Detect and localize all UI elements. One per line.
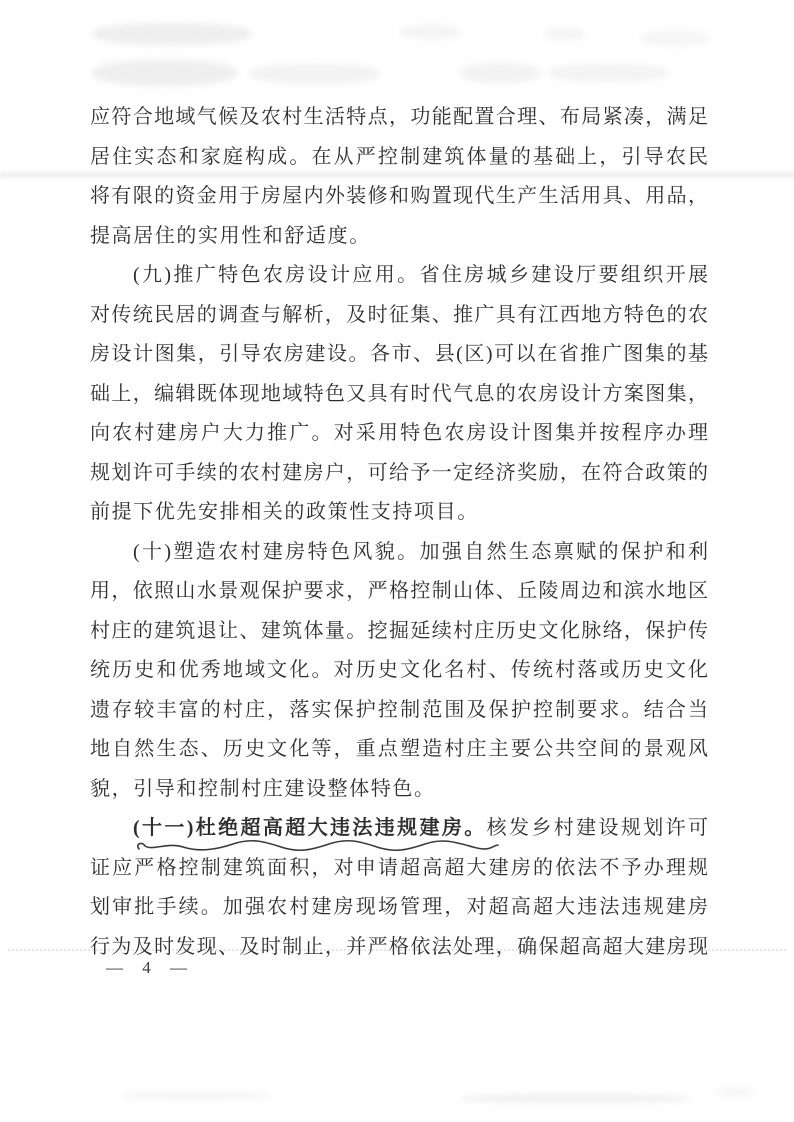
text-line: 证应严格控制建筑面积，对申请超高超大建房的依法不予办理规 [90,856,708,879]
scan-smudge [120,1092,270,1099]
scan-smudge [400,25,460,39]
text-line: 应符合地域气候及农村生活特点，功能配置合理、布局紧凑，满足 [90,106,708,128]
text-line: 对传统民居的调查与解析，及时征集、推广具有江西地方特色的农 [90,303,708,326]
scan-smudge [92,60,237,86]
handdrawn-wavy-underline-icon [133,840,500,852]
text-line: 础上，编辑既体现地域特色又具有时代气息的农房设计方案图集， [90,382,708,405]
text-line: 行为及时发现、及时制止，并严格依法处理，确保超高超大建房现 [90,935,708,958]
scan-smudge [715,1088,755,1096]
scan-smudge [92,23,252,45]
scan-smudge [548,64,668,82]
text-line: (九)推广特色农房设计应用。省住房城乡建设厅要组织开展 [133,264,708,286]
text-line [90,812,708,852]
text-line: 规划许可手续的农村建房户，可给予一定经济奖励，在符合政策的 [90,461,708,484]
text-line: 划审批手续。加强农村建房现场管理，对超高超大违法违规建房 [90,896,708,918]
text-line: 遗存较丰富的村庄，落实保护控制范围及保护控制要求。结合当 [90,698,708,721]
text-segment: 核发乡村建设规划许可 [486,817,708,839]
text-line: 地自然生态、历史文化等，重点塑造村庄主要公共空间的景观风 [90,738,708,760]
scan-smudge [460,1094,690,1103]
text-line: 房设计图集，引导农房建设。各市、县(区)可以在省推广图集的基 [90,343,708,365]
scan-smudge [545,28,585,40]
text-line: 居住实态和家庭构成。在从严控制建筑体量的基础上，引导农民 [90,145,708,168]
text-line: 貌，引导和控制村庄建设整体特色。 [90,777,436,800]
scan-smudge [640,30,710,46]
text-line: 村庄的建筑退让、建筑体量。挖掘延续村庄历史文化脉络，保护传 [90,619,708,642]
text-line: 将有限的资金用于房屋内外装修和购置现代生产生活用具、用品， [90,185,708,207]
text-line: 向农村建房户大力推广。对采用特色农房设计图集并按程序办理 [90,422,708,444]
document-body [90,101,708,970]
text-line: 前提下优先安排相关的政策性支持项目。 [90,501,479,523]
emphasized-heading: (十一)杜绝超高超大违法违规建房。 [133,817,487,839]
text-line: (十)塑造农村建房特色风貌。加强自然生态禀赋的保护和利 [133,540,708,563]
text-line: 统历史和优秀地域文化。对历史文化名村、传统村落或历史文化 [90,659,708,681]
page-number: — 4 — [106,958,190,977]
scan-smudge [460,63,540,83]
text-line: 用，依照山水景观保护要求，严格控制山体、丘陵周边和滨水地区 [90,580,708,602]
scan-smudge [250,64,380,84]
text-line: 提高居住的实用性和舒适度。 [90,224,371,247]
